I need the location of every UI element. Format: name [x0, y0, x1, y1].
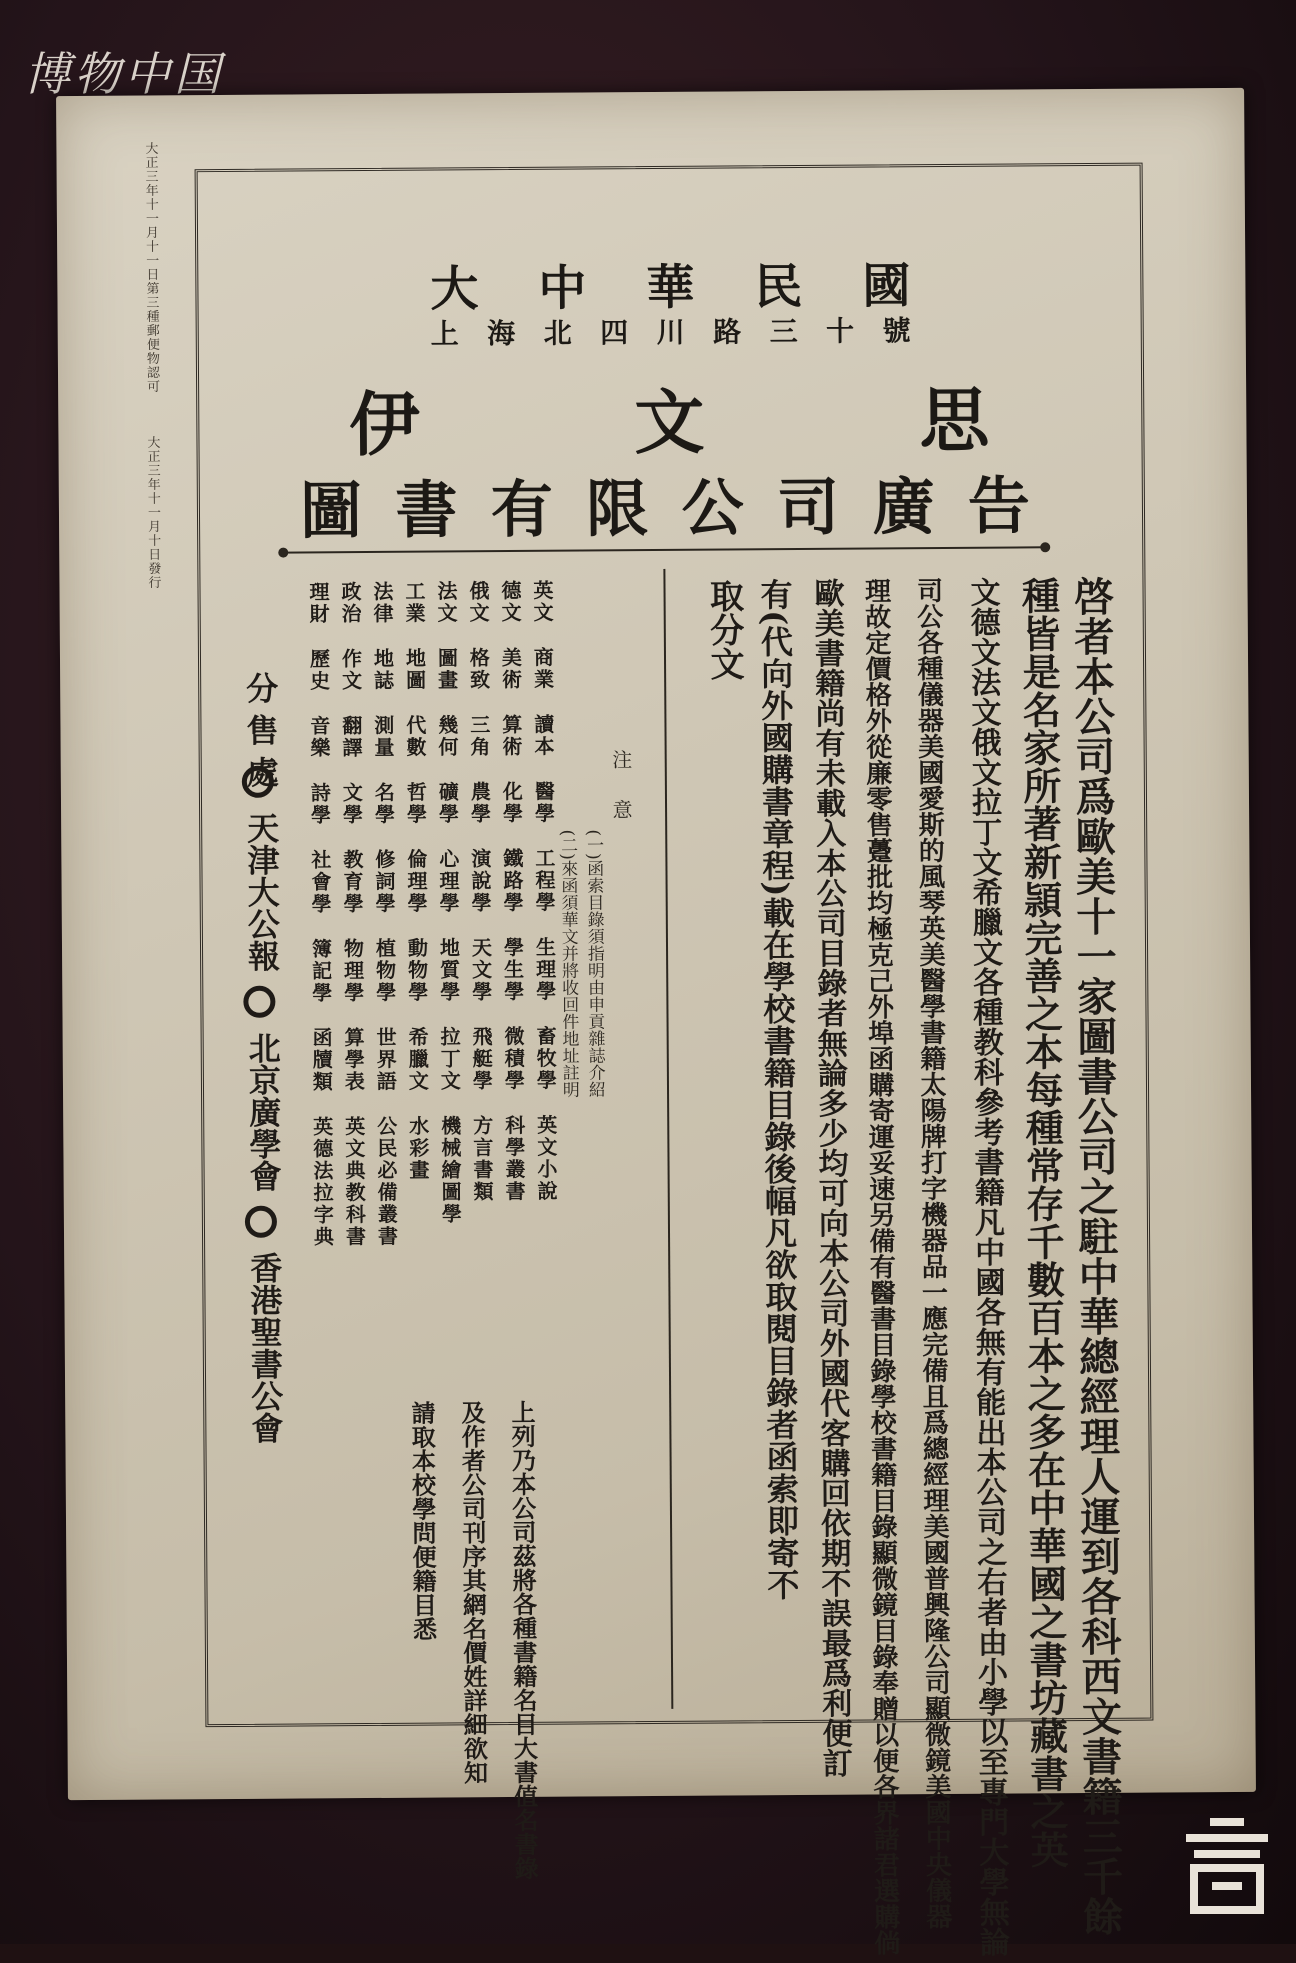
heading-char: 路 [713, 315, 742, 349]
bullet-circle-icon [245, 1206, 277, 1238]
body-column: 取分文 [703, 578, 745, 681]
watermark-text: 博物中国 [24, 47, 224, 101]
heading-char: 三 [769, 314, 798, 349]
heading-advert-title [300, 456, 1031, 550]
body-column: 啓者本公司爲歐美十一家圖書公司之駐中華總經理人運到各科西文書籍三千餘 [1067, 575, 1124, 1937]
heading-char: 司 [776, 470, 840, 545]
heading-char: 中 [538, 260, 587, 317]
catalog-column: 理財 歷史 音樂 詩學 社會學 簿記學 函牘類 英德法拉字典 [305, 581, 335, 1249]
heading-char: 川 [656, 315, 685, 349]
catalog-column: 德文 美術 算術 化學 鐵路學 學生學 微積學 科學叢書 [497, 579, 527, 1203]
note-item: (二)來函須華文并將收回件地址註明 [556, 829, 579, 1098]
heading-char: 廣 [872, 470, 935, 544]
body-column: 種皆是名家所著新頴完善之本每種常存千數百本之多在中華國之書坊藏書之英 [1015, 576, 1070, 1869]
heading-char: 公 [681, 471, 744, 545]
heading-company-name [349, 365, 990, 470]
catalog-column: 法文 圖畫 幾何 礦學 心理學 地質學 拉丁文 機械繪圖學 [433, 580, 463, 1226]
heading-char: 大 [430, 261, 479, 318]
bullet-circle-icon [242, 766, 274, 798]
catalog-footer-column: 及作者公司刊序其網名價姓詳細欲知 [456, 1400, 489, 1785]
sales-label: 分售處 [241, 671, 280, 798]
advertisement-frame [195, 163, 1154, 1957]
body-column: 歐美書籍尚有未載入本公司目錄者無論多少均可向本公司外國代客購回依期不誤最爲利便訂 [808, 577, 852, 1778]
catalog-column: 政治 作文 翻譯 文學 教育學 物理學 算學表 英文典教科書 [337, 581, 367, 1248]
catalog-footer-column: 上列乃本公司茲將各種書籍名目大書值名書錄 [506, 1399, 540, 1881]
heading-char: 北 [543, 316, 572, 350]
heading-char: 圖 [299, 474, 363, 548]
heading-char: 有 [490, 472, 554, 547]
body-column: 司公各種儀器美國愛斯的風琴英美醫學書籍太陽牌打字機器品一應完備且爲總經理美國普興隆公司顯微鏡美國中央儀器 [912, 576, 952, 1930]
printed-advertisement-page [56, 88, 1256, 1957]
note-item: (一)函索目錄須指明由申貢雜誌介紹 [582, 829, 605, 1098]
heading-country [430, 247, 910, 319]
heading-char: 海 [487, 316, 516, 351]
body-column: 有(代向外國購書章程)載在學校書籍目錄後幅凡欲取閱目錄者函索即寄不 [755, 578, 801, 1601]
heading-char: 告 [967, 469, 1031, 543]
catalog-column: 英文 商業 讀本 醫學 工程學 生理學 畜牧學 英文小說 [529, 579, 559, 1203]
heading-char: 民 [754, 258, 803, 316]
heading-char: 十 [826, 314, 855, 348]
heading-char: 號 [882, 314, 911, 348]
catalog-column: 俄文 格致 三角 農學 演說學 天文學 飛艇學 方言書類 [465, 580, 495, 1204]
catalog-footer-column: 請取本校學問便籍目悉 [406, 1400, 438, 1641]
column-divider [663, 569, 673, 1709]
body-column: 理故定價格外從廉零售躉批均極克己外埠函購寄運妥速另備有醫書目錄學校書籍目錄顯微鏡目錄奉贈以便各界諸君選購倘 [860, 577, 901, 1956]
side-print-left: 大正三年十一月十一日第三種郵便物認可 [142, 141, 160, 394]
heading-char: 文 [634, 380, 705, 465]
heading-char: 上 [430, 317, 459, 351]
catalog-column: 工業 地圖 代數 哲學 倫理學 動物學 希臘文 水彩畫 [401, 580, 431, 1182]
heading-char: 國 [862, 258, 911, 315]
heading-char: 華 [646, 259, 695, 317]
bullet-circle-icon [243, 986, 275, 1018]
side-print-date: 大正三年十一月十日發行 [144, 435, 161, 590]
sales-outlet: 香港聖書公會 [245, 1251, 285, 1444]
heading-char: 四 [600, 316, 629, 350]
sales-outlet: 天津大公報 [242, 811, 282, 972]
body-column: 文德文法文俄文拉丁文希臘文各種教科參考書籍凡中國各無有能出本公司之右者由小學以至專門大學無論 [964, 576, 1010, 1957]
heading-address [431, 309, 911, 352]
heading-char: 思 [919, 378, 990, 463]
heading-char: 伊 [349, 382, 420, 467]
sales-outlet: 北京廣學會 [243, 1031, 283, 1192]
heading-char: 限 [585, 472, 649, 546]
heading-char: 書 [395, 473, 458, 547]
notes-label: 注意 [608, 749, 634, 850]
logo-icon [1172, 1812, 1282, 1922]
catalog-column: 法律 地誌 測量 名學 修詞學 植物學 世界語 公民必備叢書 [369, 580, 399, 1248]
